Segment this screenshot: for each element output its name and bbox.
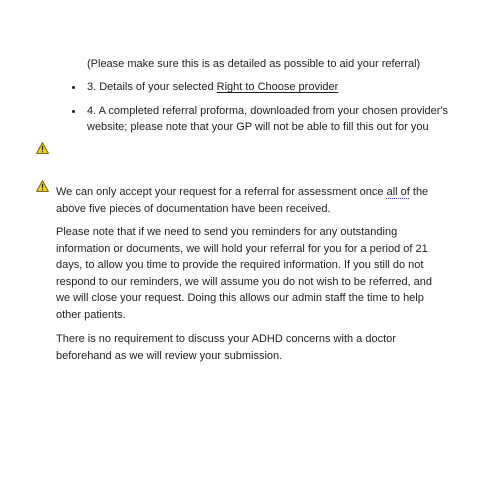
list-item-text: 3. Details of your selected	[87, 81, 217, 93]
acceptance-text-start: We can only accept your request for a referral for assessment once	[56, 186, 387, 198]
bullet-dot	[72, 110, 75, 113]
bullet-dot	[72, 86, 75, 89]
detail-note: (Please make sure this is as detailed as possible to aid your referral)	[87, 58, 421, 70]
no-requirement-paragraph: There is no requirement to discuss your ADHD concerns with a doctor beforehand as we will review your submission.	[56, 333, 396, 362]
documentation-list	[72, 79, 452, 136]
reminders-paragraph: Please note that if we need to send you reminders for any outstanding information or documents, we will hold your referral for you for a period of 21 days, to allow you time to provide the required information. If you still do not respond to our reminders, we will assume you do not wish to be referred, and we will close your request. Doing this allows our admin staff the time to help other patients.	[56, 226, 433, 321]
acceptance-paragraph	[56, 184, 440, 217]
warning-icon	[36, 142, 49, 154]
acceptance-text-end: the above five pieces of documentation have been received.	[56, 186, 429, 215]
warning-icon	[36, 180, 49, 192]
list-item	[72, 79, 452, 96]
all-of-emphasis: all of	[386, 186, 410, 198]
list-item-text: 4. A completed referral proforma, downloaded from your chosen provider's website; please note that your GP will not be able to fill this out for you	[87, 104, 449, 133]
list-item	[72, 103, 452, 136]
right-to-choose-link[interactable]: Right to Choose provider	[216, 81, 339, 93]
